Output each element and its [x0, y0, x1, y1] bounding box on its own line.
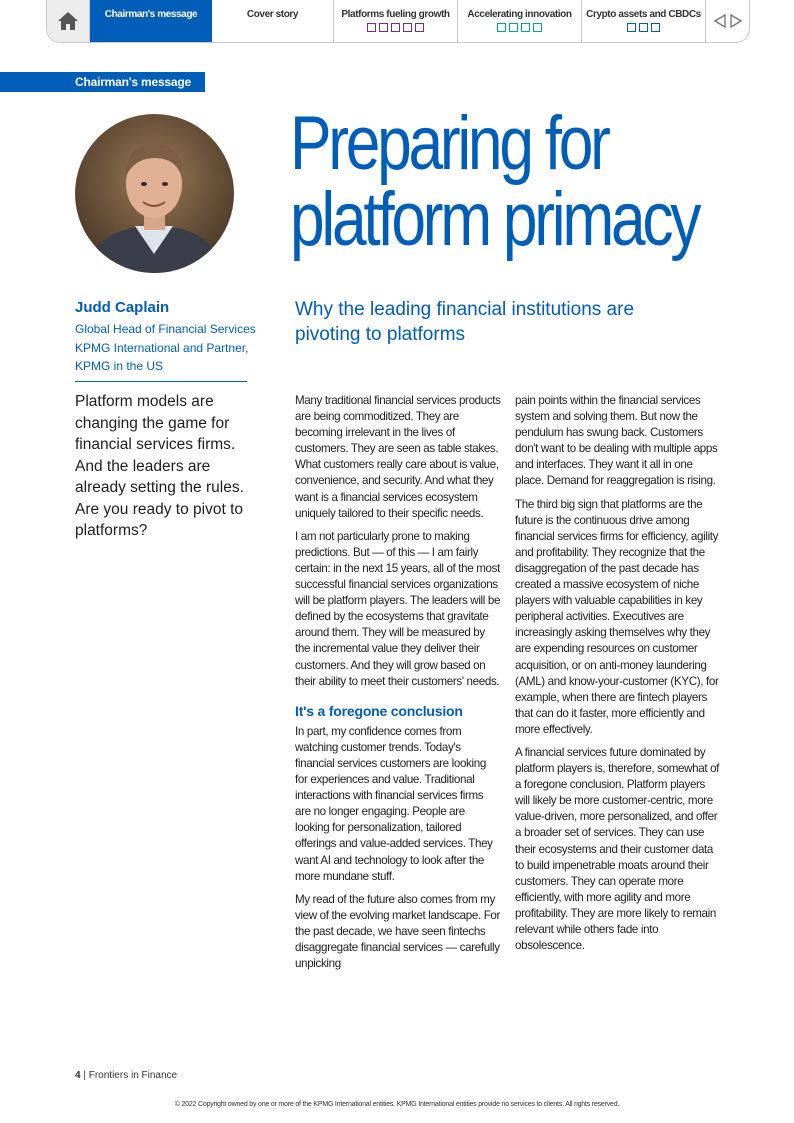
- home-icon: [57, 11, 79, 31]
- author-role-line: KPMG International and Partner,: [75, 340, 249, 355]
- author-role: [75, 320, 260, 376]
- pull-quote: Platform models are changing the game for financial services firms. And the leaders are already setting the rules. Are you ready to pivot to platforms?: [75, 393, 244, 539]
- page-arrows: [706, 0, 749, 42]
- tab-chairmans-message[interactable]: [90, 0, 212, 42]
- body-column-left: [295, 393, 501, 979]
- triangle-right-icon[interactable]: [729, 13, 743, 29]
- body-paragraph: My read of the future also comes from my view of the evolving market landscape. For the past decade, we have seen fintechs disaggregate financial services — carefully unpicking: [295, 892, 501, 971]
- article-square: [367, 23, 376, 32]
- triangle-left-icon[interactable]: [713, 13, 727, 29]
- article-square: [639, 23, 648, 32]
- section-label: Chairman's message: [0, 72, 205, 92]
- article-square: [391, 23, 400, 32]
- body-paragraph: In part, my confidence comes from watching customer trends. Today's financial services customers are looking for experiences and value. Traditional interactions with financial services firms are no longer engaging. People are looking for personalization, tailored offerings and value-added services. They want AI and technology to look after the more mundane stuff.: [295, 724, 493, 883]
- article-square: [521, 23, 530, 32]
- section-heading: It's a foregone conclusion: [295, 702, 463, 719]
- author-role-line: KPMG in the US: [75, 359, 164, 373]
- title-line: Preparing for: [290, 101, 608, 186]
- divider: [75, 381, 247, 382]
- page-title: [290, 101, 699, 262]
- home-button[interactable]: [47, 0, 90, 42]
- article-indicator: [334, 23, 457, 32]
- page-footer: [75, 1070, 177, 1081]
- body-paragraph: Many traditional financial services products are being commoditized. They are becoming irrelevant in the lives of customers. They are seen as table stakes. What customers really care about is value, convenience, and security. And what they want is a financial services ecosystem uniquely tailored to their specific needs.: [295, 394, 501, 520]
- tab-label: Crypto assets and CBDCs: [586, 9, 701, 20]
- tab-crypto-assets-and-cbdcs[interactable]: [582, 0, 706, 42]
- tab-cover-story[interactable]: [212, 0, 334, 42]
- tab-accelerating-innovation[interactable]: [458, 0, 582, 42]
- author-role-line: Global Head of Financial Services: [75, 322, 256, 336]
- top-navigation: [46, 0, 750, 43]
- article-square: [651, 23, 660, 32]
- tab-label: Chairman's message: [104, 9, 198, 20]
- article-indicator: [458, 23, 581, 32]
- tab-label: Accelerating innovation: [467, 9, 572, 20]
- article-square: [415, 23, 424, 32]
- body-column-right: [515, 393, 721, 961]
- title-line: platform primacy: [290, 177, 699, 262]
- article-square: [379, 23, 388, 32]
- publication-name: Frontiers in Finance: [88, 1070, 178, 1081]
- tab-platforms-fueling-growth[interactable]: [334, 0, 458, 42]
- article-square: [497, 23, 506, 32]
- body-paragraph: The third big sign that platforms are the future is the continuous drive among financial services firms for efficiency, agility and profitability. They recognize that the disaggregation of the past decade has created a massive ecosystem of niche players with valuable capabilities in key peripheral activities. Executives are increasingly asking themselves why they are expending resources on customer acquisition, or on anti-money laundering (AML) and know-your-customer (KYC), for example, when there are fintech players that can do it faster, more efficiently and more effectively.: [515, 497, 719, 736]
- tab-label: Cover story: [246, 9, 299, 20]
- author-photo: [75, 114, 234, 273]
- article-square: [533, 23, 542, 32]
- author-name: Judd Caplain: [75, 299, 170, 316]
- page-number: 4: [75, 1070, 81, 1081]
- article-square: [509, 23, 518, 32]
- tab-label: Platforms fueling growth: [341, 9, 450, 20]
- body-paragraph: A financial services future dominated by platform players is, therefore, somewhat of a foregone conclusion. Platform players will likely be more customer-centric, more value-driven, more personalized, and offer a broader set of services. They can use their ecosystems and their customer data to build impenetrable moats around their customers. They can operate more efficiently, with more agility and more profitability. They are more likely to remain relevant while others fade into obsolescence.: [515, 745, 720, 953]
- copyright-notice: © 2022 Copyright owned by one or more of the KPMG International entities. KPMG International entities provide no services to clients. All rights reserved.: [174, 1101, 620, 1108]
- body-paragraph: I am not particularly prone to making predictions. But — of this — I am fairly certain: in the next 15 years, all of the most successful financial services organizations will be platform players. The leaders will be defined by the ecosystems that gravitate around them. They will be measured by the incremental value they deliver their customers. And they will grow based on their ability to meet their customers' needs.: [295, 529, 501, 688]
- article-square: [627, 23, 636, 32]
- article-square: [403, 23, 412, 32]
- body-paragraph: pain points within the financial services system and solving them. But now the pendulum has swung back. Customers don't want to be dealing with multiple apps and interfaces. They want it all in one place. Demand for reaggregation is rising.: [515, 394, 718, 488]
- article-indicator: [582, 23, 705, 32]
- page-subtitle: Why the leading financial institutions are pivoting to platforms: [295, 299, 635, 345]
- footer-separator: |: [83, 1070, 89, 1081]
